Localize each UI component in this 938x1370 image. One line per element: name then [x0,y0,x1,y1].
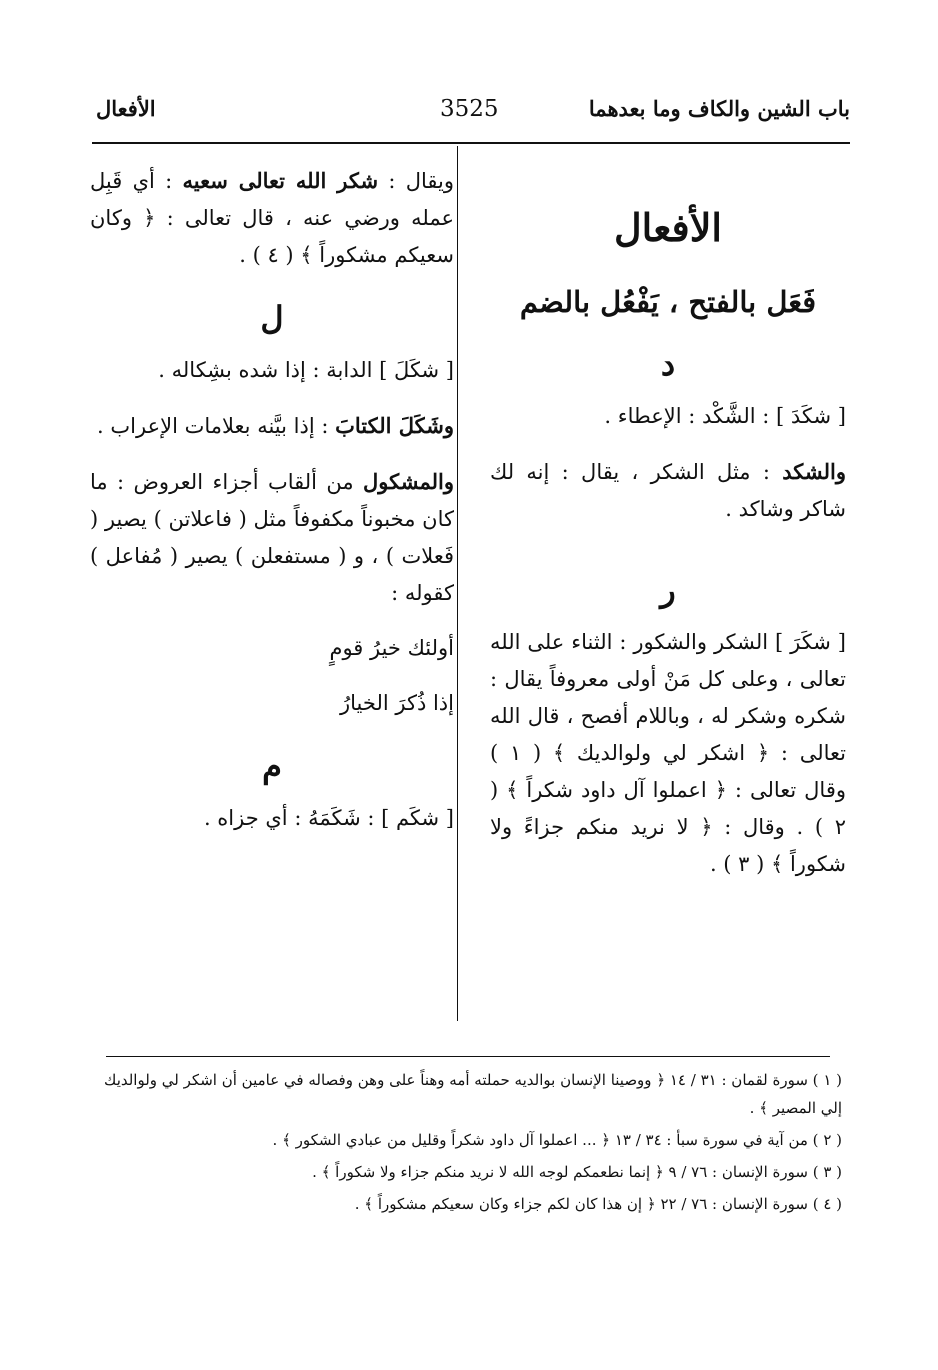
entry-text: ويقال : [378,169,454,193]
column-divider [457,146,458,1021]
entry-headword: والمشكول [363,469,454,494]
entry-shakam: [ شكَم ] : شَكَمَهُ : أي جزاه . [203,806,454,830]
entry-text: من ألقاب أجزاء العروض : ما كان مخبوناً مكفوفاً مثل ( فاعلاتن ) يصير ( فَعلات ) ، و ( مستفعلن ) يصير ( مُفاعل ) كقوله : [90,470,454,605]
letter-heading-mim: م [262,747,282,785]
letter-heading-ra: ر [660,571,676,609]
entry-headword: والشكد [782,459,846,484]
footnote-4: ( ٤ ) سورة الإنسان : ٧٦ / ٢٢ ﴿ إن هذا كان لكم جزاء وكان سعيكم مشكوراً ﴾ . [354,1195,842,1213]
entry-shakar: [ شكَرَ ] الشكر والشكور : الثناء على الله تعالى ، وعلى كل مَنْ أولى معروفاً يقال : شكره وشكر له ، وباللام أفصح ، قال الله تعالى : ﴿ اشكر لي ولوالديك ﴾ ( ١ ) وقال تعالى : ﴿ اعملوا آل داود شكراً ﴾ ( ٢ ) . وقال : ﴿ لا نريد منكم جزاءً ولا شكوراً ﴾ ( ٣ ) . [490,630,846,876]
right-column [490,162,846,901]
footnote-1: ( ١ ) سورة لقمان : ٣١ / ١٤ ﴿ ووصينا الإنسان بوالديه حملته أمه وهناً على وهن وفصاله في عامين أن اشكر لي ولوالديك إلي المصير ﴾ . [104,1071,842,1117]
running-header-chapter: باب الشين والكاف وما بعدهما [588,96,850,121]
running-header-section: الأفعال [96,96,156,121]
entry-shukd [490,453,846,528]
section-title: الأفعال [614,205,722,250]
footnote-2: ( ٢ ) من آية في سورة سبأ : ٣٤ / ١٣ ﴿ ... اعملوا آل داود شكراً وقليل من عبادي الشكور ﴾ . [272,1131,842,1149]
entry-headword: وشَكَلَ الكتابَ [335,413,454,438]
entry-text: : إذا بيَّنه بعلامات الإعراب . [97,414,336,438]
entry-shakal-kitab [90,407,454,445]
letter-heading-dal: د [660,345,676,383]
entry-shakara-saayahu [90,162,454,274]
entry-headword: شكر الله تعالى سعيه [182,168,379,193]
footnotes [82,1066,842,1222]
left-column [90,162,454,855]
header-rule [92,142,850,144]
section-subtitle: فَعَل بالفتح ، يَفْعُل بالضم [519,285,817,319]
entry-mashkul [90,463,454,612]
entry-text: : أي قَبِل عمله ورضي عنه ، قال تعالى : ﴿ وكان سعيكم مشكوراً ﴾ ( ٤ ) . [90,169,454,267]
verse-line-1: أولئك خيرُ قومٍ [329,636,454,660]
footnote-rule [106,1056,830,1057]
footnote-3: ( ٣ ) سورة الإنسان : ٧٦ / ٩ ﴿ إنما نطعمكم لوجه الله لا نريد منكم جزاء ولا شكوراً ﴾ . [312,1163,842,1181]
page-number: 3525 [440,96,499,122]
entry-text: : مثل الشكر ، يقال : إنه لك شاكر وشاكد . [490,460,846,521]
letter-heading-lam: ل [260,299,284,337]
entry-shakal: [ شكَلَ ] الدابة : إذا شده بشِكاله . [158,358,454,382]
verse-line-2: إذا ذُكرَ الخيارُ [340,691,454,715]
entry-shakad: [ شكَدَ ] : الشَّكْد : الإعطاء . [604,404,846,428]
